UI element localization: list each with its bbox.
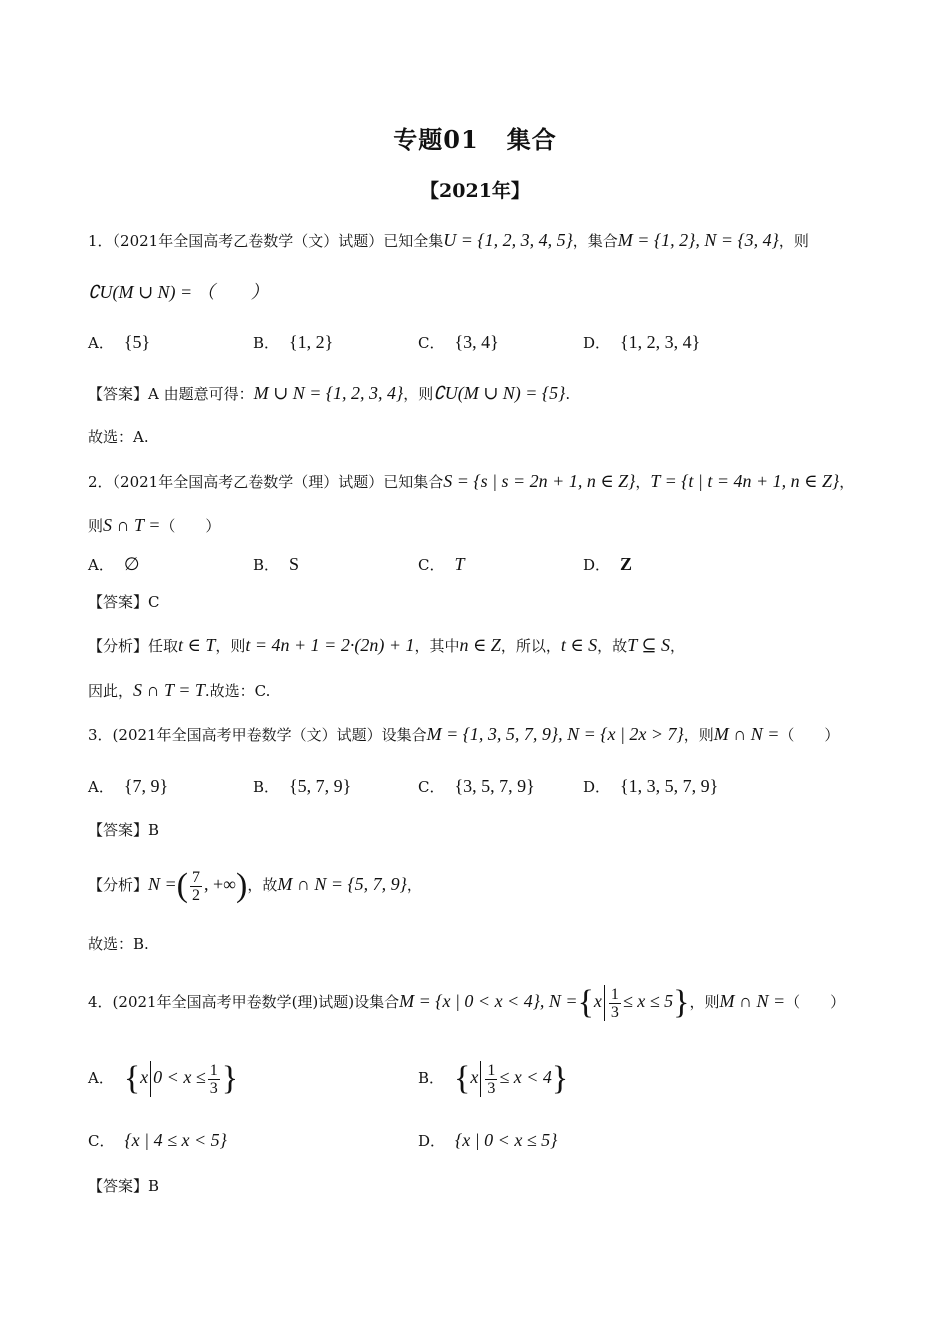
q2-option-b: B． S: [253, 554, 300, 574]
q4-option-b: B． {x $\frac{1}{3}$ ≤ x < 4}: [418, 1060, 569, 1097]
q3-option-a: A． {7, 9}: [88, 776, 169, 796]
q4-option-d: D． {x | 0 < x ≤ 5}: [418, 1130, 558, 1150]
q3-fraction: $\frac{7}{2}$: [192, 868, 200, 904]
year-heading: 【2021年】: [420, 180, 530, 202]
q4-fraction: $\frac{1}{3}$: [610, 985, 619, 1021]
q2-question-line: 则S ∩ T =（ ）: [88, 515, 221, 535]
q1-answer: 【答案】A 由题意可得：M ∪ N = {1, 2, 3, 4}，则∁U(M ∪ N) = {5}.: [88, 383, 571, 403]
q3-option-b: B． {5, 7, 9}: [253, 776, 352, 796]
q4-stem: 4．(2021年全国高考甲卷数学(理)试题)设集合M = {x | 0 < x < 4}, N ={x $\frac{1}{3}$ ≤ x ≤ 5}，则M ∩ N =（ ）: [88, 984, 846, 1021]
q3-choose: 故选：B.: [88, 935, 149, 953]
q4-answer: 【答案】B: [88, 1177, 160, 1195]
q1-option-b: B． {1, 2}: [253, 332, 334, 352]
q2-stem: 2．（2021年全国高考乙卷数学（理）试题）已知集合S = {s | s = 2n + 1, n ∈ Z}，T = {t | t = 4n + 1, n ∈ Z}，: [88, 471, 855, 491]
q3-analysis: 【分析】N =( $\frac{7}{2}$ , +∞)，故M ∩ N = {5, 7, 9}，: [88, 867, 422, 904]
page-title: 专题01 集合: [393, 125, 557, 154]
q2-option-a: A． ∅: [88, 554, 140, 574]
q1-option-d: D． {1, 2, 3, 4}: [583, 332, 701, 352]
q2-option-c: C． T: [418, 554, 465, 574]
q3-stem: 3．(2021年全国高考甲卷数学（文）试题）设集合M = {1, 3, 5, 7, 9}, N = {x | 2x > 7}，则M ∩ N =（ ）: [88, 724, 840, 744]
q3-option-c: C． {3, 5, 7, 9}: [418, 776, 535, 796]
q1-option-a: A． {5}: [88, 332, 151, 352]
q1-question-line: ∁U(M ∪ N) = （ ）: [88, 282, 269, 302]
q1-option-c: C． {3, 4}: [418, 332, 499, 352]
q4-option-c: C． {x | 4 ≤ x < 5}: [88, 1130, 227, 1150]
q2-analysis: 【分析】任取t ∈ T，则t = 4n + 1 = 2·(2n) + 1，其中n ∈ Z，所以，t ∈ S，故T ⊆ S，: [88, 635, 685, 655]
q2-answer: 【答案】C: [88, 593, 160, 611]
q4-option-a: A． {x 0 < x ≤ $\frac{1}{3}$ }: [88, 1060, 239, 1097]
q3-answer: 【答案】B: [88, 821, 160, 839]
q1-choose: 故选：A.: [88, 428, 149, 446]
q1-stem: 1．（2021年全国高考乙卷数学（文）试题）已知全集U = {1, 2, 3, 4, 5}，集合M = {1, 2}, N = {3, 4}，则: [88, 230, 809, 250]
q2-option-d: D． Z: [583, 554, 633, 574]
q2-conclusion: 因此，S ∩ T = T.故选：C.: [88, 680, 271, 700]
q3-option-d: D． {1, 3, 5, 7, 9}: [583, 776, 719, 796]
